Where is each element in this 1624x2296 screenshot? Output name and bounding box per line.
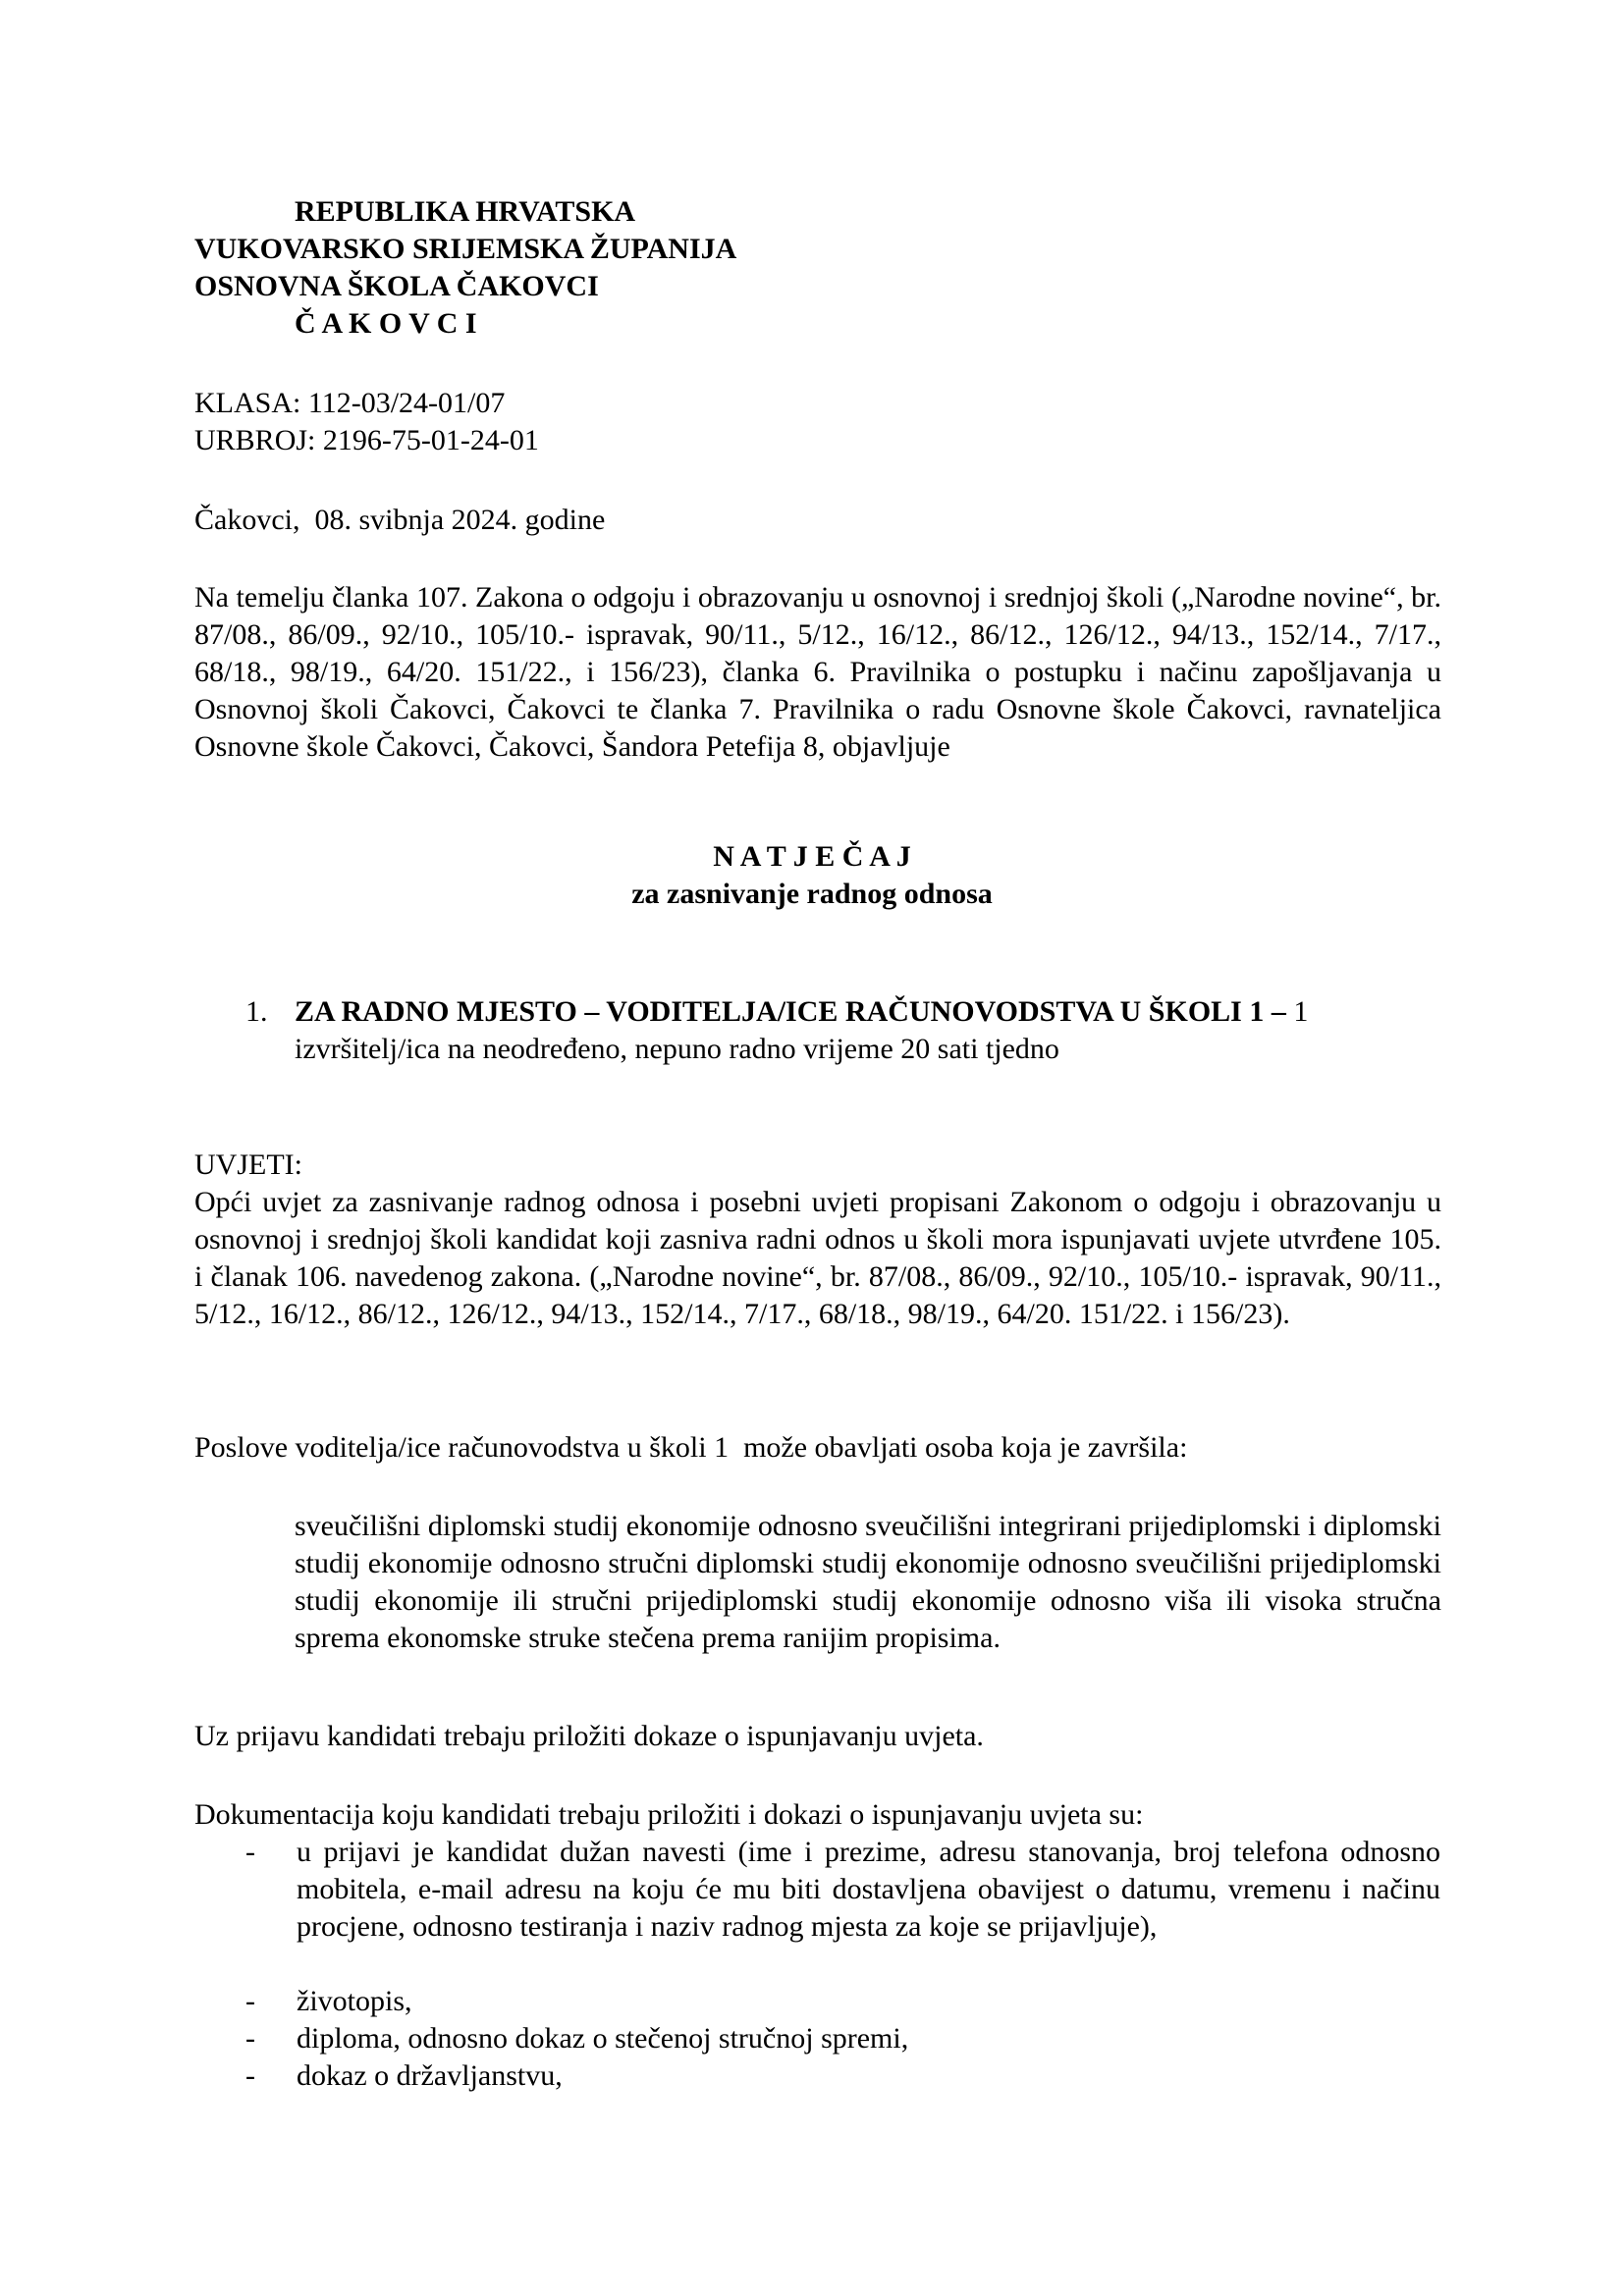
list-item-text: dokaz o državljanstvu, (297, 2059, 563, 2092)
list-dash: - (245, 2059, 255, 2092)
position-details: izvršitelj/ica na neodređeno, nepuno radno vrijeme 20 sati tjedno (295, 1033, 1059, 1065)
conditions-paragraph: Opći uvjet za zasnivanje radnog odnosa i posebni uvjeti propisani Zakonom o odgoju i obrazovanju u osnovnoj i srednjoj školi kandidat koji zasniva radni odnos u školi mora ispunjavati uvjete utvrđene 105. i članak 106. navedenog zakona. („Narodne novine“, br. 87/08., 86/09., 92/10., 105/10.- ispravak, 90/11., 5/12., 16/12., 86/12., 126/12., 94/13., 152/14., 7/17., 68/18., 98/19., 64/20. 151/22. i 156/23). (194, 1186, 1441, 1330)
list-dash: - (245, 1985, 255, 2017)
duties-lead: Poslove voditelja/ice računovodstva u školi 1 može obavljati osoba koja je završila: (194, 1431, 1188, 1464)
list-dash: - (245, 2022, 255, 2055)
document-subtitle: za zasnivanje radnog odnosa (631, 878, 993, 910)
document-title: N A T J E Č A J (713, 840, 911, 873)
conditions-heading: UVJETI: (194, 1148, 302, 1181)
position-title (295, 993, 1308, 1031)
klasa: KLASA: 112-03/24-01/07 (194, 387, 506, 419)
header-school: OSNOVNA ŠKOLA ČAKOVCI (194, 270, 599, 302)
position-number: 1. (245, 995, 268, 1028)
urbroj: URBROJ: 2196-75-01-24-01 (194, 424, 539, 456)
position-title-bold: ZA RADNO MJESTO – VODITELJA/ICE RAČUNOVODSTVA U ŠKOLI 1 – (295, 995, 1286, 1028)
list-dash: - (245, 1836, 255, 1868)
header-county: VUKOVARSKO SRIJEMSKA ŽUPANIJA (194, 233, 737, 265)
list-item-text: u prijavi je kandidat dužan navesti (ime i prezime, adresu stanovanja, broj telefona odnosno mobitela, e-mail adresu na koju će mu biti dostavljena obavijest o datumu, vremenu i načinu procjene, odnosno testiranja i naziv radnog mjesta za koje se prijavljuje), (297, 1836, 1440, 1943)
intro-paragraph: Na temelju članka 107. Zakona o odgoju i obrazovanju u osnovnoj i srednjoj školi („Narodne novine“, br. 87/08., 86/09., 92/10., 105/10.- ispravak, 90/11., 5/12., 16/12., 86/12., 126/12., 94/13., 152/14., 7/17., 68/18., 98/19., 64/20. 151/22., i 156/23), članka 6. Pravilnika o postupku i načinu zapošljavanja u Osnovnoj školi Čakovci, Čakovci te članka 7. Pravilnika o radu Osnovne škole Čakovci, ravnateljica Osnovne škole Čakovci, Čakovci, Šandora Petefija 8, objavljuje (194, 581, 1441, 763)
header-town: Č A K O V C I (295, 307, 477, 340)
list-item-text: životopis, (297, 1985, 412, 2017)
document-date: Čakovci, 08. svibnja 2024. godine (194, 504, 606, 536)
position-title-count: 1 (1285, 995, 1309, 1028)
duties-quote: sveučilišni diplomski studij ekonomije odnosno sveučilišni integrirani prijediplomski i diplomski studij ekonomije odnosno stručni diplomski studij ekonomije odnosno sveučilišni prijediplomski studij ekonomije ili stručni prijediplomski studij ekonomije odnosno viša ili visoka stručna sprema ekonomske struke stečena prema ranijim propisima. (295, 1510, 1441, 1654)
proof-sentence: Uz prijavu kandidati trebaju priložiti dokaze o ispunjavanju uvjeta. (194, 1720, 984, 1752)
header-republic: REPUBLIKA HRVATSKA (295, 195, 636, 228)
list-item-text: diploma, odnosno dokaz o stečenoj stručnoj spremi, (297, 2022, 909, 2055)
documentation-lead: Dokumentacija koju kandidati trebaju priložiti i dokazi o ispunjavanju uvjeta su: (194, 1798, 1144, 1831)
